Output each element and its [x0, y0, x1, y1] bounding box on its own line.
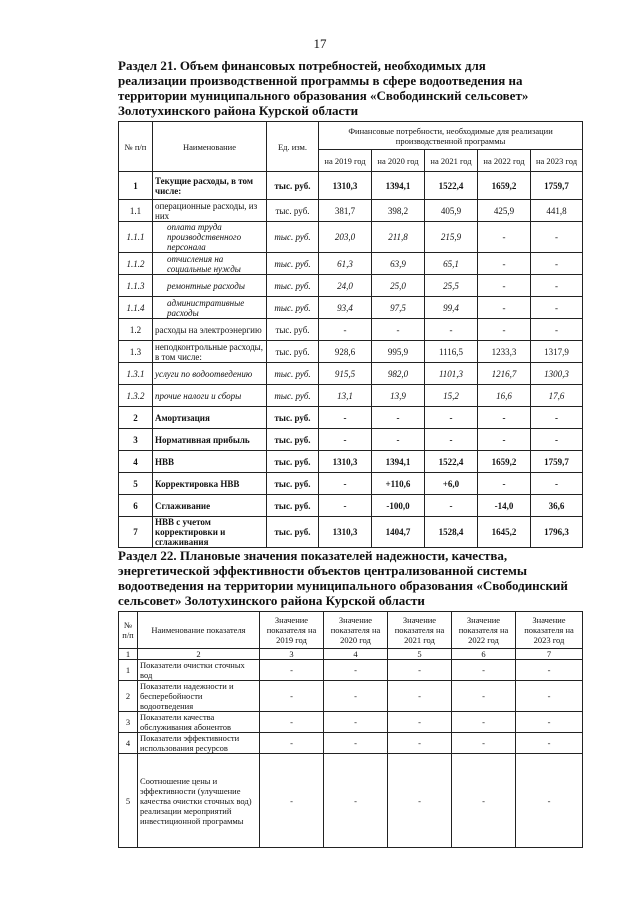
cell-num: 3: [119, 712, 138, 733]
cell-v2: -: [324, 660, 388, 681]
table-row: [119, 253, 583, 275]
table-row: [119, 733, 583, 754]
cell-v4: 1645,2: [478, 517, 531, 548]
table-row: [119, 222, 583, 253]
cell-v4: -: [478, 222, 531, 253]
cell-v4: -: [478, 297, 531, 319]
cell-v5: 1759,7: [531, 172, 583, 200]
header-name: Наименование: [153, 122, 267, 172]
cell-name: НВВ с учетом корректировки и сглаживания: [153, 517, 267, 548]
cell-num: 1.3: [119, 341, 153, 363]
cell-v3: -: [388, 733, 452, 754]
cell-v3: 1522,4: [425, 172, 478, 200]
table-row: [119, 341, 583, 363]
table-row: [119, 517, 583, 548]
cell-name: прочие налоги и сборы: [153, 385, 267, 407]
cell-v3: +6,0: [425, 473, 478, 495]
cell-name: Нормативная прибыль: [153, 429, 267, 451]
table-row: [119, 172, 583, 200]
cell-v2: -: [324, 754, 388, 848]
cell-v1: -: [260, 660, 324, 681]
cell-v2: +110,6: [372, 473, 425, 495]
cell-v4: 1659,2: [478, 451, 531, 473]
cell-name: Показатели очистки сточных вод: [138, 660, 260, 681]
cell-v4: -14,0: [478, 495, 531, 517]
cell-v3: 1522,4: [425, 451, 478, 473]
cell-v2: -: [372, 407, 425, 429]
table-row: [119, 429, 583, 451]
cell-v5: -: [531, 222, 583, 253]
cell-unit: тыс. руб.: [267, 451, 319, 473]
cell-v1: 24,0: [319, 275, 372, 297]
cell-name: Корректировка НВВ: [153, 473, 267, 495]
cell-v3: -: [425, 319, 478, 341]
cell-v2: 97,5: [372, 297, 425, 319]
header-unit: Ед. изм.: [267, 122, 319, 172]
financial-needs-table: [118, 121, 583, 548]
section-21-title-line: Золотухинского района Курской области: [118, 103, 359, 118]
section-22-title-line: Раздел 22. Плановые значения показателей надежности, качества,: [118, 548, 508, 563]
cell-name: отчисления на социальные нужды: [153, 253, 267, 275]
cell-v1: -: [319, 495, 372, 517]
cell-v5: -: [531, 429, 583, 451]
cell-v3: -: [425, 429, 478, 451]
section-22-title-line: водоотведения на территории муниципального образования «Свободинский: [118, 578, 568, 593]
cell-v2: 398,2: [372, 200, 425, 222]
cell-v5: -: [531, 275, 583, 297]
cell-v2: 995,9: [372, 341, 425, 363]
cell-v5: -: [516, 660, 583, 681]
cell-v4: -: [452, 660, 516, 681]
cell-name: административные расходы: [153, 297, 267, 319]
table-row: [119, 200, 583, 222]
table-row: [119, 473, 583, 495]
column-number: 6: [452, 649, 516, 660]
column-number: 4: [324, 649, 388, 660]
header-value-2021: Значение показателя на 2021 год: [388, 612, 452, 649]
cell-name: Показатели эффективности использования ресурсов: [138, 733, 260, 754]
cell-v4: -: [478, 275, 531, 297]
cell-v2: -: [324, 681, 388, 712]
page-number: 17: [313, 36, 327, 51]
cell-name: Показатели надежности и бесперебойности водоотведения: [138, 681, 260, 712]
cell-v5: -: [531, 407, 583, 429]
cell-unit: тыс. руб.: [267, 275, 319, 297]
cell-num: 1.3.2: [119, 385, 153, 407]
cell-v3: -: [388, 754, 452, 848]
cell-v3: -: [425, 407, 478, 429]
cell-v2: -: [324, 712, 388, 733]
cell-num: 2: [119, 681, 138, 712]
cell-unit: тыс. руб.: [267, 407, 319, 429]
cell-v4: -: [452, 681, 516, 712]
cell-v4: 1216,7: [478, 363, 531, 385]
column-number: 1: [119, 649, 138, 660]
cell-v3: 1101,3: [425, 363, 478, 385]
cell-name: ремонтные расходы: [153, 275, 267, 297]
section-21-title-line: реализации производственной программы в сфере водоотведения на: [118, 73, 523, 88]
cell-num: 1.1.2: [119, 253, 153, 275]
cell-v5: -: [531, 319, 583, 341]
header-value-2023: Значение показателя на 2023 год: [516, 612, 583, 649]
cell-name: оплата труда производственного персонала: [153, 222, 267, 253]
cell-unit: тыс. руб.: [267, 253, 319, 275]
column-number: 2: [138, 649, 260, 660]
cell-v1: -: [260, 681, 324, 712]
cell-v5: 1759,7: [531, 451, 583, 473]
cell-v3: 99,4: [425, 297, 478, 319]
table-row: [119, 495, 583, 517]
cell-num: 1.3.1: [119, 363, 153, 385]
cell-num: 1.2: [119, 319, 153, 341]
cell-unit: тыс. руб.: [267, 429, 319, 451]
indicators-table: [118, 611, 583, 848]
cell-v2: -: [372, 319, 425, 341]
cell-v3: 25,5: [425, 275, 478, 297]
cell-v1: 93,4: [319, 297, 372, 319]
cell-v4: -: [478, 429, 531, 451]
cell-v2: -100,0: [372, 495, 425, 517]
cell-v1: 1310,3: [319, 451, 372, 473]
cell-v1: -: [260, 733, 324, 754]
section-21-title-line: территории муниципального образования «Свободинский сельсовет»: [118, 88, 529, 103]
cell-v4: 16,6: [478, 385, 531, 407]
cell-v3: 15,2: [425, 385, 478, 407]
cell-name: операционные расходы, из них: [153, 200, 267, 222]
header-year-2022: на 2022 год: [478, 150, 531, 172]
cell-v4: -: [478, 473, 531, 495]
cell-v3: -: [388, 712, 452, 733]
table-row: [119, 275, 583, 297]
cell-v5: -: [516, 681, 583, 712]
header-value-2019: Значение показателя на 2019 год: [260, 612, 324, 649]
cell-unit: тыс. руб.: [267, 385, 319, 407]
cell-name: НВВ: [153, 451, 267, 473]
cell-v2: 63,9: [372, 253, 425, 275]
cell-v5: -: [516, 754, 583, 848]
cell-v3: 1528,4: [425, 517, 478, 548]
cell-unit: тыс. руб.: [267, 297, 319, 319]
cell-v5: -: [531, 253, 583, 275]
cell-v4: -: [478, 407, 531, 429]
cell-v2: 211,8: [372, 222, 425, 253]
header-num: № п/п: [119, 612, 138, 649]
cell-num: 1.1.1: [119, 222, 153, 253]
cell-v1: -: [319, 319, 372, 341]
table-row: [119, 385, 583, 407]
cell-v1: 928,6: [319, 341, 372, 363]
header-year-2023: на 2023 год: [531, 150, 583, 172]
cell-v4: -: [452, 712, 516, 733]
cell-name: Амортизация: [153, 407, 267, 429]
header-indicator-name: Наименование показателя: [138, 612, 260, 649]
cell-num: 1.1.4: [119, 297, 153, 319]
cell-name: Показатели качества обслуживания абонентов: [138, 712, 260, 733]
cell-unit: тыс. руб.: [267, 319, 319, 341]
cell-num: 1: [119, 172, 153, 200]
cell-v3: -: [425, 495, 478, 517]
cell-unit: тыс. руб.: [267, 341, 319, 363]
cell-num: 5: [119, 473, 153, 495]
table-row: [119, 363, 583, 385]
cell-v4: -: [478, 253, 531, 275]
cell-v5: -: [516, 733, 583, 754]
header-year-2021: на 2021 год: [425, 150, 478, 172]
cell-num: 4: [119, 451, 153, 473]
cell-v3: 1116,5: [425, 341, 478, 363]
section-22-title: [118, 548, 580, 608]
cell-v1: 915,5: [319, 363, 372, 385]
column-number: 5: [388, 649, 452, 660]
cell-name: Сглаживание: [153, 495, 267, 517]
cell-v5: -: [516, 712, 583, 733]
cell-v2: 1394,1: [372, 172, 425, 200]
table-row: [119, 451, 583, 473]
header-financial-group: Финансовые потребности, необходимые для реализации производственной программы: [319, 122, 583, 150]
cell-v4: 1659,2: [478, 172, 531, 200]
table-row: [119, 712, 583, 733]
cell-v4: -: [478, 319, 531, 341]
cell-v3: -: [388, 660, 452, 681]
header-value-2022: Значение показателя на 2022 год: [452, 612, 516, 649]
cell-v2: -: [372, 429, 425, 451]
header-year-2020: на 2020 год: [372, 150, 425, 172]
cell-v2: 982,0: [372, 363, 425, 385]
cell-num: 7: [119, 517, 153, 548]
cell-v5: 441,8: [531, 200, 583, 222]
cell-v1: 203,0: [319, 222, 372, 253]
cell-num: 1: [119, 660, 138, 681]
cell-v2: 1394,1: [372, 451, 425, 473]
cell-v5: 17,6: [531, 385, 583, 407]
cell-num: 1.1.3: [119, 275, 153, 297]
cell-num: 6: [119, 495, 153, 517]
cell-v4: -: [452, 754, 516, 848]
column-number: 3: [260, 649, 324, 660]
cell-v1: -: [260, 712, 324, 733]
table-row: [119, 407, 583, 429]
table-row: [119, 319, 583, 341]
cell-v1: -: [319, 473, 372, 495]
cell-v1: -: [260, 754, 324, 848]
cell-v2: 13,9: [372, 385, 425, 407]
cell-v3: 215,9: [425, 222, 478, 253]
cell-unit: тыс. руб.: [267, 495, 319, 517]
section-22-title-line: сельсовет» Золотухинского района Курской области: [118, 593, 425, 608]
cell-v4: -: [452, 733, 516, 754]
cell-v4: 1233,3: [478, 341, 531, 363]
table-row: [119, 681, 583, 712]
cell-v5: 36,6: [531, 495, 583, 517]
section-22-title-line: энергетической эффективности объектов централизованной системы: [118, 563, 528, 578]
cell-unit: тыс. руб.: [267, 200, 319, 222]
cell-v1: 1310,3: [319, 172, 372, 200]
cell-v2: 25,0: [372, 275, 425, 297]
cell-name: неподконтрольные расходы, в том числе:: [153, 341, 267, 363]
cell-v1: 381,7: [319, 200, 372, 222]
cell-v3: 65,1: [425, 253, 478, 275]
cell-v2: -: [324, 733, 388, 754]
cell-num: 1.1: [119, 200, 153, 222]
cell-unit: тыс. руб.: [267, 172, 319, 200]
cell-v3: 405,9: [425, 200, 478, 222]
column-number: 7: [516, 649, 583, 660]
cell-v2: 1404,7: [372, 517, 425, 548]
cell-v1: -: [319, 429, 372, 451]
cell-v5: 1796,3: [531, 517, 583, 548]
header-value-2020: Значение показателя на 2020 год: [324, 612, 388, 649]
header-year-2019: на 2019 год: [319, 150, 372, 172]
cell-name: услуги по водоотведению: [153, 363, 267, 385]
section-21-title-line: Раздел 21. Объем финансовых потребностей, необходимых для: [118, 58, 486, 73]
cell-v3: -: [388, 681, 452, 712]
cell-num: 4: [119, 733, 138, 754]
cell-num: 5: [119, 754, 138, 848]
cell-v5: 1317,9: [531, 341, 583, 363]
section-21-title: [118, 58, 580, 118]
cell-v4: 425,9: [478, 200, 531, 222]
cell-v1: 13,1: [319, 385, 372, 407]
cell-num: 3: [119, 429, 153, 451]
cell-unit: тыс. руб.: [267, 517, 319, 548]
cell-unit: тыс. руб.: [267, 222, 319, 253]
cell-name: расходы на электроэнергию: [153, 319, 267, 341]
cell-name: Текущие расходы, в том числе:: [153, 172, 267, 200]
cell-unit: тыс. руб.: [267, 473, 319, 495]
table-row: [119, 297, 583, 319]
cell-v1: -: [319, 407, 372, 429]
cell-v5: -: [531, 297, 583, 319]
table-row: [119, 754, 583, 848]
cell-v1: 1310,3: [319, 517, 372, 548]
cell-name: Соотношение цены и эффективности (улучшение качества очистки сточных вод) реализации мероприятий инвестиционной программы: [138, 754, 260, 848]
header-num: № п/п: [119, 122, 153, 172]
cell-v5: -: [531, 473, 583, 495]
cell-num: 2: [119, 407, 153, 429]
cell-v1: 61,3: [319, 253, 372, 275]
cell-unit: тыс. руб.: [267, 363, 319, 385]
cell-v5: 1300,3: [531, 363, 583, 385]
table-row: [119, 660, 583, 681]
